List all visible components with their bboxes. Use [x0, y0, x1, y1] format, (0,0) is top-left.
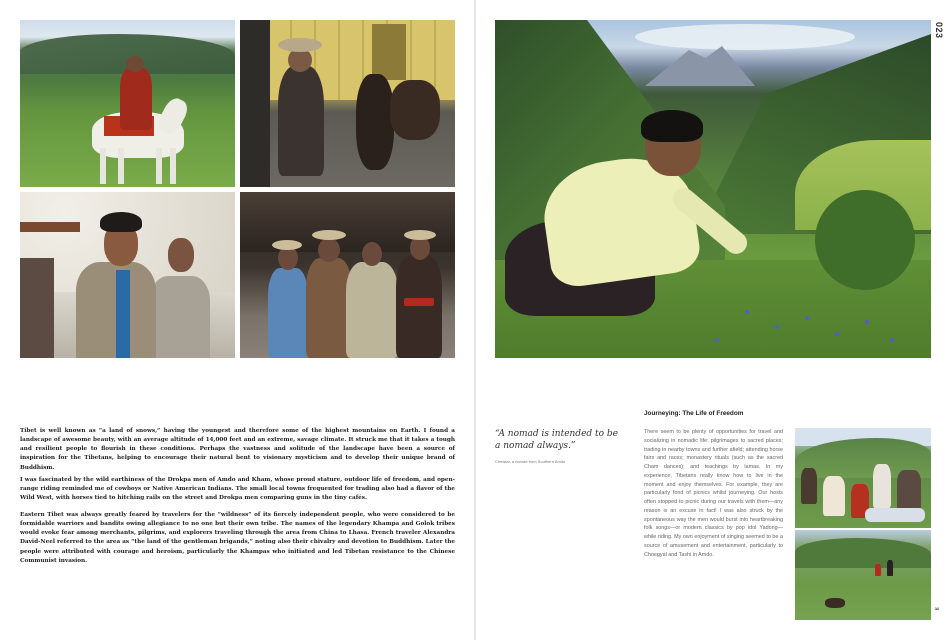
section-heading: Journeying: The Life of Freedom: [644, 410, 744, 417]
photo-rider-on-white-horse: [20, 20, 235, 187]
photo-picnic-and-journey: [795, 428, 931, 620]
photo-two-men-portrait: [20, 192, 235, 358]
pull-quote: “A nomad is intended to be a nomad always.”: [495, 429, 619, 452]
photo-group-of-nomads: [240, 192, 455, 358]
photo-man-with-horses: [240, 20, 455, 187]
photo-nomad-picking-flowers: [495, 20, 931, 358]
body-paragraph-3: Eastern Tibet was always greatly feared by travelers for the “wildness” of its fiercely independent people, who were considered to be formidable warriors and bandits owing allegiance to no one but their own tribe. The names of the legendary Khampa and Golok tribes would evoke fear among merchants, pilgrims, and explorers traveling through the area from China to Lhasa. French traveler Alexandra David-Neel referred to the area as “the land of the gentleman brigands,” noting also their chivalry and devotion to Buddhism. Later the people were attributed with courage and heroism, particularly the Khampas who initiated and led Tibetan resistance to the Chinese Communist invasion.: [20, 512, 455, 564]
photo-caption: Chewtar, a nomad from Southern Amdo: [495, 459, 566, 464]
page-number: 023: [934, 22, 944, 39]
page-ornament-icon: ∞: [934, 605, 940, 613]
page-gutter: [474, 0, 476, 640]
body-paragraph-1: Tibet is well known as “a land of snows,” having the youngest and therefore some of the highest mountains on Earth. I found a landscape of awesome beauty, with an average altitude of 14,000 feet and an extreme, savage climate. It struck me that it takes a tough and resilient people to flourish in these conditions. Perhaps the vastness and solitude of the landscape have been a source of inspiration for the Tibetans, helping to encourage their natural bent to visionary mysticism and to develop their unique brand of Buddhism.: [20, 428, 455, 471]
body-paragraph-2: I was fascinated by the wild earthiness of the Drokpa men of Amdo and Kham, whose proud stature, outdoor life of freedom, and open-range riding reminded me of cowboys or Native American Indians. The small local towns frequented for trading also had a flavor of the Wild West, with horses tied to hitching rails on the street and Drokpa men comparing guns in the tiny cafés.: [20, 477, 455, 502]
section-paragraph: There seem to be plenty of opportunities for travel and socializing in nomadic life: pilgrimages to sacred places; trading in nearby towns and further afield; attending horse fairs and races; monastery rituals (such as the sacred Cham dances); and teachings by lamas. In my experience, Tibetans really know how to live in the moment and enjoy themselves. For example, they are particularly fond of picnics whilst journeying. Our hosts often stopped to picnic during our travels with them—any reason is an excuse in fact! I was also struck by the spontaneous way the men would burst into heartbreaking folk songs—or modern classics by pop idol Yadong—while riding. My own enjoyment of singing seemed to be a source of amusement and entertainment, particularly to Choegyal and Tashi in Amdo.: [644, 429, 783, 558]
